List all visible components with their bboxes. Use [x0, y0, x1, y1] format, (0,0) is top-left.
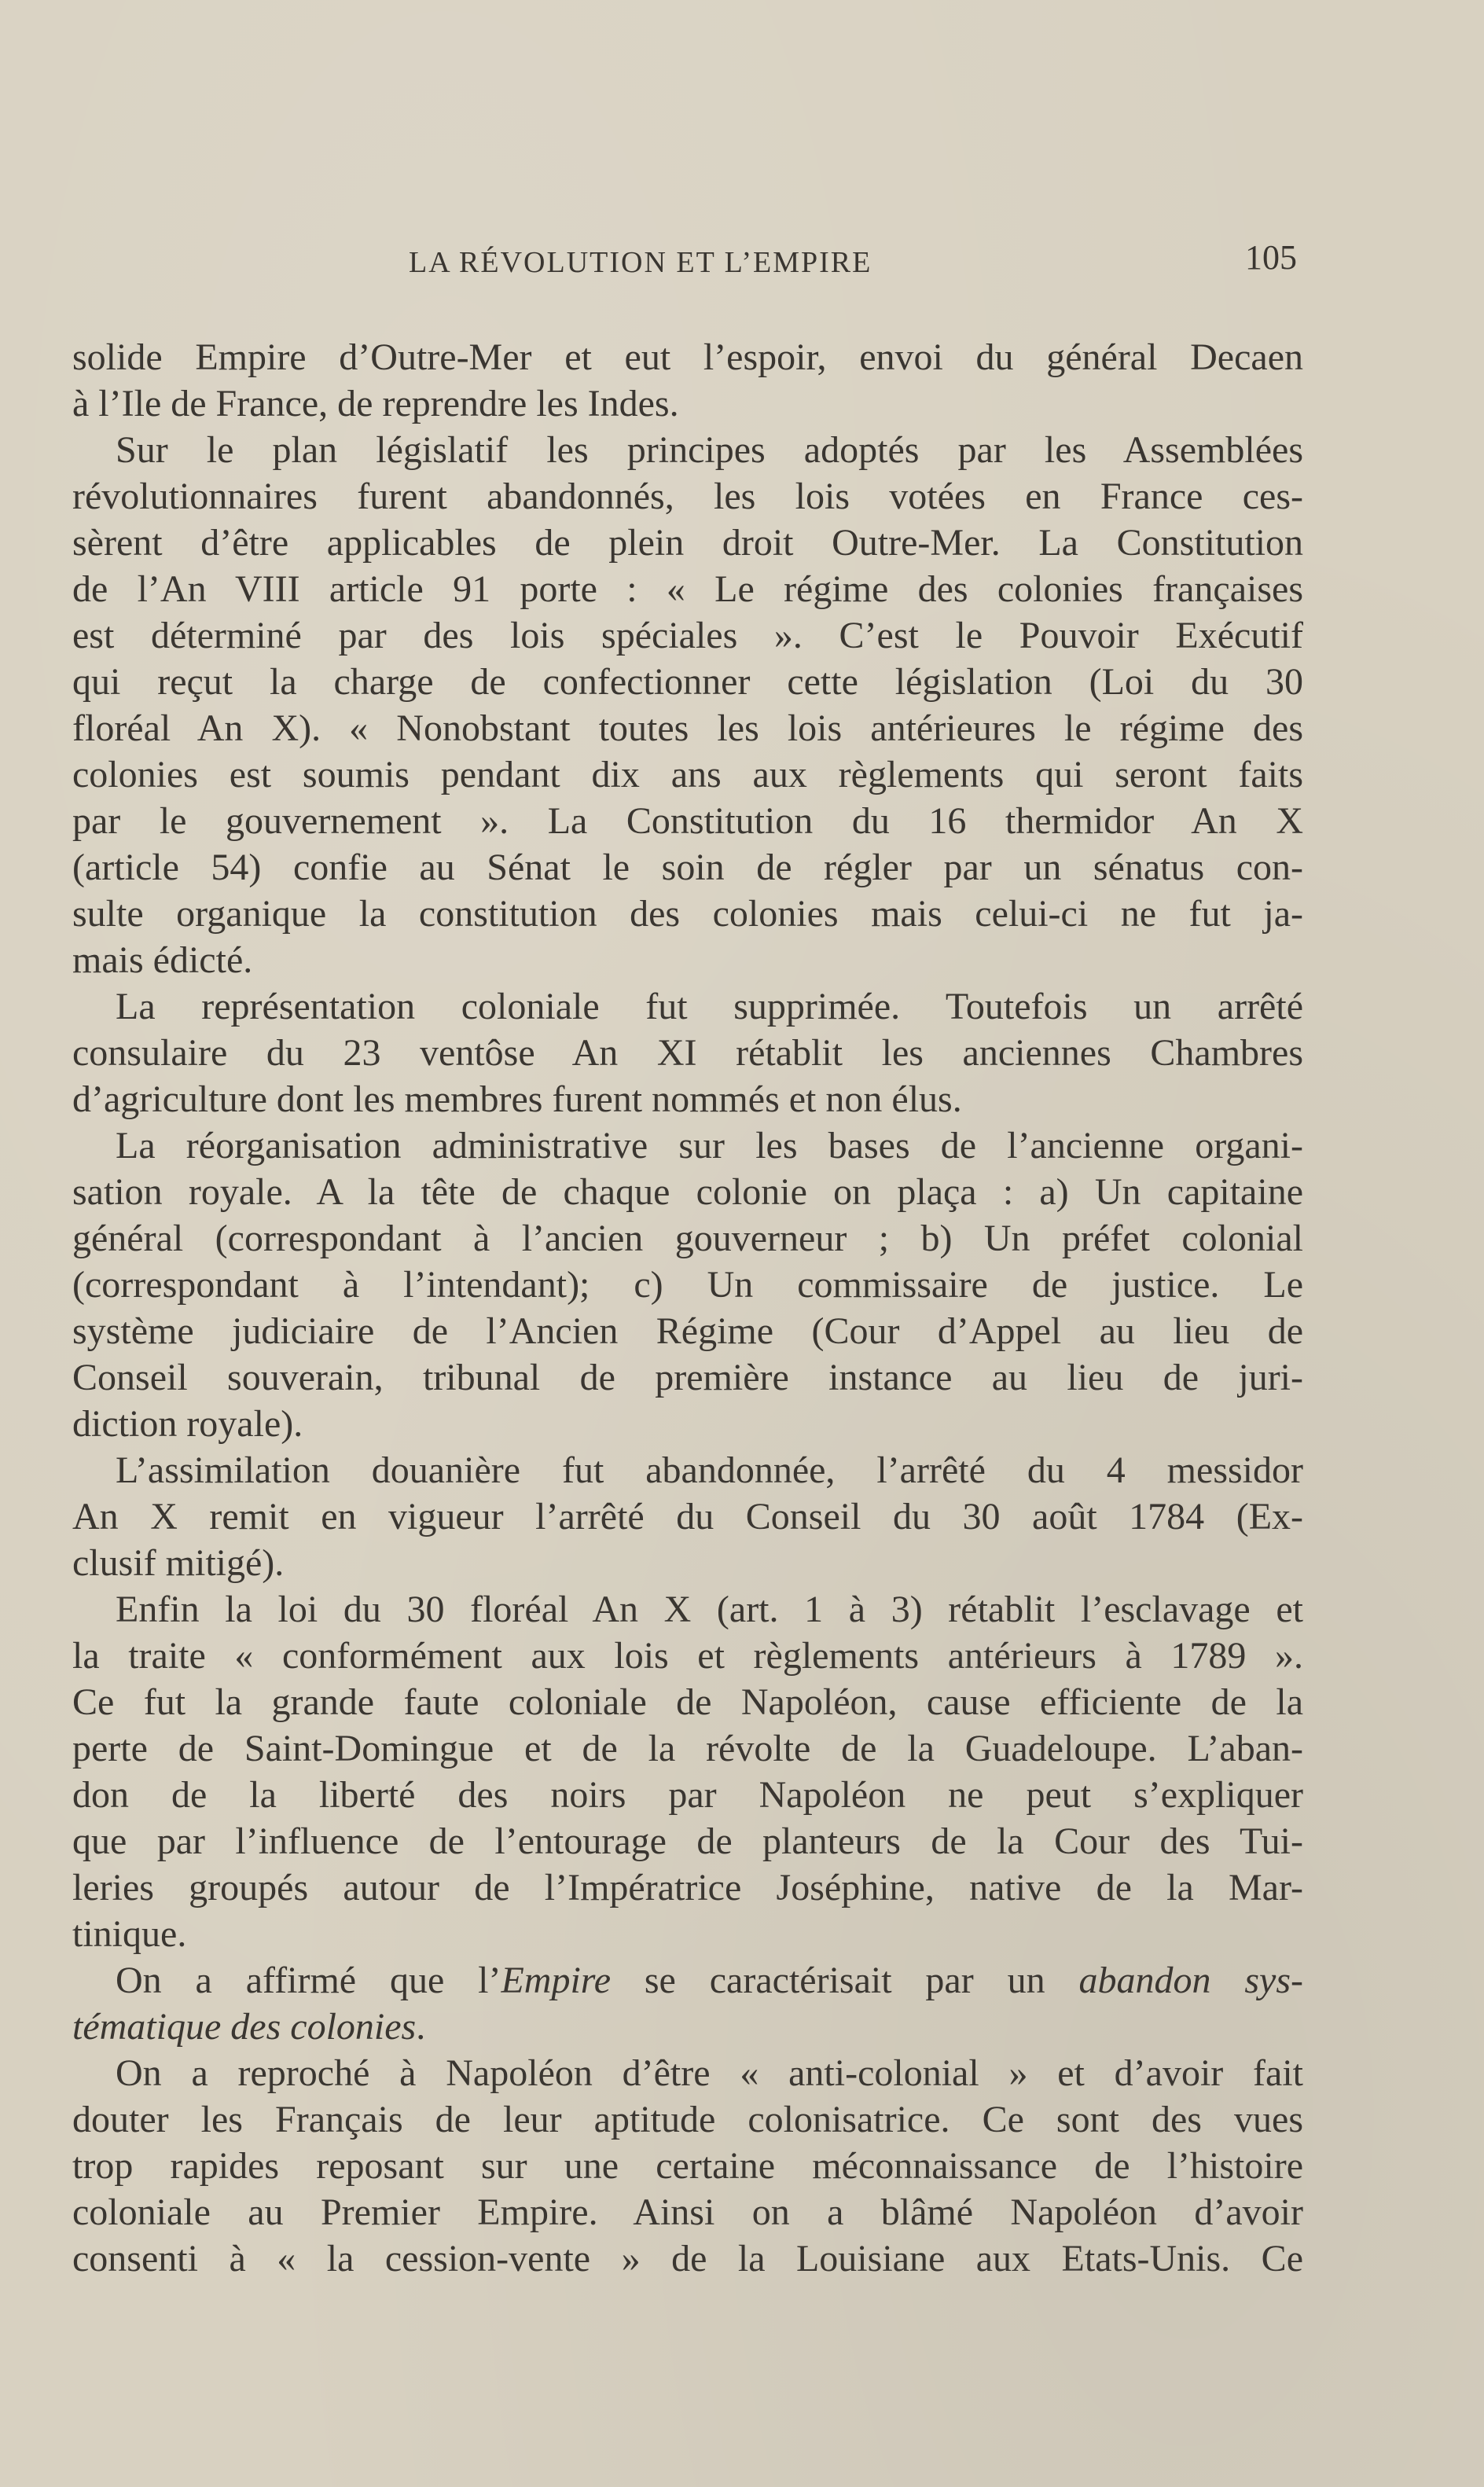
text-line: système judiciaire de l’Ancien Régime (Cour d’Appel au lieu de: [72, 1310, 1303, 1352]
text-run: On a affirmé que l’: [116, 1960, 501, 2001]
text-line: (correspondant à l’intendant); c) Un commissaire de justice. Le: [72, 1264, 1303, 1306]
text-line: sulte organique la constitution des colonies mais celui-ci ne fut ja-: [72, 893, 1303, 935]
text-line: tinique.: [72, 1913, 187, 1955]
page-number: 105: [1245, 238, 1297, 277]
text-line: de l’An VIII article 91 porte : « Le régime des colonies françaises: [72, 568, 1303, 610]
text-line: La réorganisation administrative sur les bases de l’ancienne organi-: [116, 1125, 1303, 1166]
text-line: par le gouvernement ». La Constitution du 16 thermidor An X: [72, 800, 1303, 842]
text-line: est déterminé par des lois spéciales ». C’est le Pouvoir Exécutif: [72, 615, 1303, 656]
text-line: don de la liberté des noirs par Napoléon ne peut s’expliquer: [72, 1774, 1303, 1816]
text-line: [72, 2004, 1303, 2050]
text-line: Conseil souverain, tribunal de première instance au lieu de juri-: [72, 1357, 1303, 1398]
text-line: révolutionnaires furent abandonnés, les lois votées en France ces-: [72, 476, 1303, 517]
text-line: douter les Français de leur aptitude colonisatrice. Ce sont des vues: [72, 2099, 1303, 2140]
text-line: diction royale).: [72, 1403, 303, 1445]
text-line: floréal An X). « Nonobstant toutes les lois antérieures le régime des: [72, 707, 1303, 749]
text-line: Ce fut la grande faute coloniale de Napoléon, cause efficiente de la: [72, 1681, 1303, 1723]
text-line: trop rapides reposant sur une certaine méconnaissance de l’histoire: [72, 2145, 1303, 2187]
text-line: coloniale au Premier Empire. Ainsi on a blâmé Napoléon d’avoir: [72, 2191, 1303, 2233]
text-line: (article 54) confie au Sénat le soin de régler par un sénatus con-: [72, 847, 1303, 888]
text-run: se caractérisait par un: [611, 1960, 1079, 2001]
text-run: .: [416, 2006, 426, 2048]
text-line: qui reçut la charge de confectionner cette législation (Loi du 30: [72, 661, 1303, 703]
text-line: [72, 1957, 1303, 2004]
text-line: Enfin la loi du 30 floréal An X (art. 1 à 3) rétablit l’esclavage et: [116, 1589, 1303, 1630]
text-line: que par l’influence de l’entourage de planteurs de la Cour des Tui-: [72, 1820, 1303, 1862]
text-line: sèrent d’être applicables de plein droit Outre-Mer. La Constitution: [72, 522, 1303, 564]
text-line: la traite « conformément aux lois et règlements antérieurs à 1789 ».: [72, 1635, 1303, 1677]
italic-run: tématique des colonies: [72, 2006, 417, 2048]
text-line: colonies est soumis pendant dix ans aux règlements qui seront faits: [72, 754, 1303, 795]
running-head: LA RÉVOLUTION ET L’EMPIRE: [409, 246, 872, 279]
text-line: An X remit en vigueur l’arrêté du Conseil du 30 août 1784 (Ex-: [72, 1496, 1303, 1537]
text-line: solide Empire d’Outre-Mer et eut l’espoir, envoi du général Decaen: [72, 336, 1303, 378]
text-line: mais édicté.: [72, 939, 253, 981]
text-line: Sur le plan législatif les principes adoptés par les Assemblées: [116, 429, 1303, 471]
text-line: sation royale. A la tête de chaque colonie on plaça : a) Un capitaine: [72, 1171, 1303, 1213]
text-line: général (correspondant à l’ancien gouverneur ; b) Un préfet colonial: [72, 1218, 1303, 1259]
text-line: d’agriculture dont les membres furent nommés et non élus.: [72, 1078, 962, 1120]
italic-run: Empire: [501, 1960, 611, 2001]
text-line: consulaire du 23 ventôse An XI rétablit les anciennes Chambres: [72, 1032, 1303, 1074]
text-line: leries groupés autour de l’Impératrice Joséphine, native de la Mar-: [72, 1867, 1303, 1908]
italic-run: abandon sys-: [1078, 1960, 1303, 2001]
text-line: à l’Ile de France, de reprendre les Indes.: [72, 383, 679, 424]
text-line: L’assimilation douanière fut abandonnée, l’arrêté du 4 messidor: [116, 1449, 1303, 1491]
body-text: [72, 334, 1303, 2282]
text-line: On a reproché à Napoléon d’être « anti-colonial » et d’avoir fait: [116, 2052, 1303, 2094]
text-line: clusif mitigé).: [72, 1542, 285, 1584]
text-line: La représentation coloniale fut supprimée. Toutefois un arrêté: [116, 986, 1303, 1027]
text-line: perte de Saint-Domingue et de la révolte de la Guadeloupe. L’aban-: [72, 1728, 1303, 1769]
text-line: consenti à « la cession-vente » de la Louisiane aux Etats-Unis. Ce: [72, 2238, 1303, 2279]
